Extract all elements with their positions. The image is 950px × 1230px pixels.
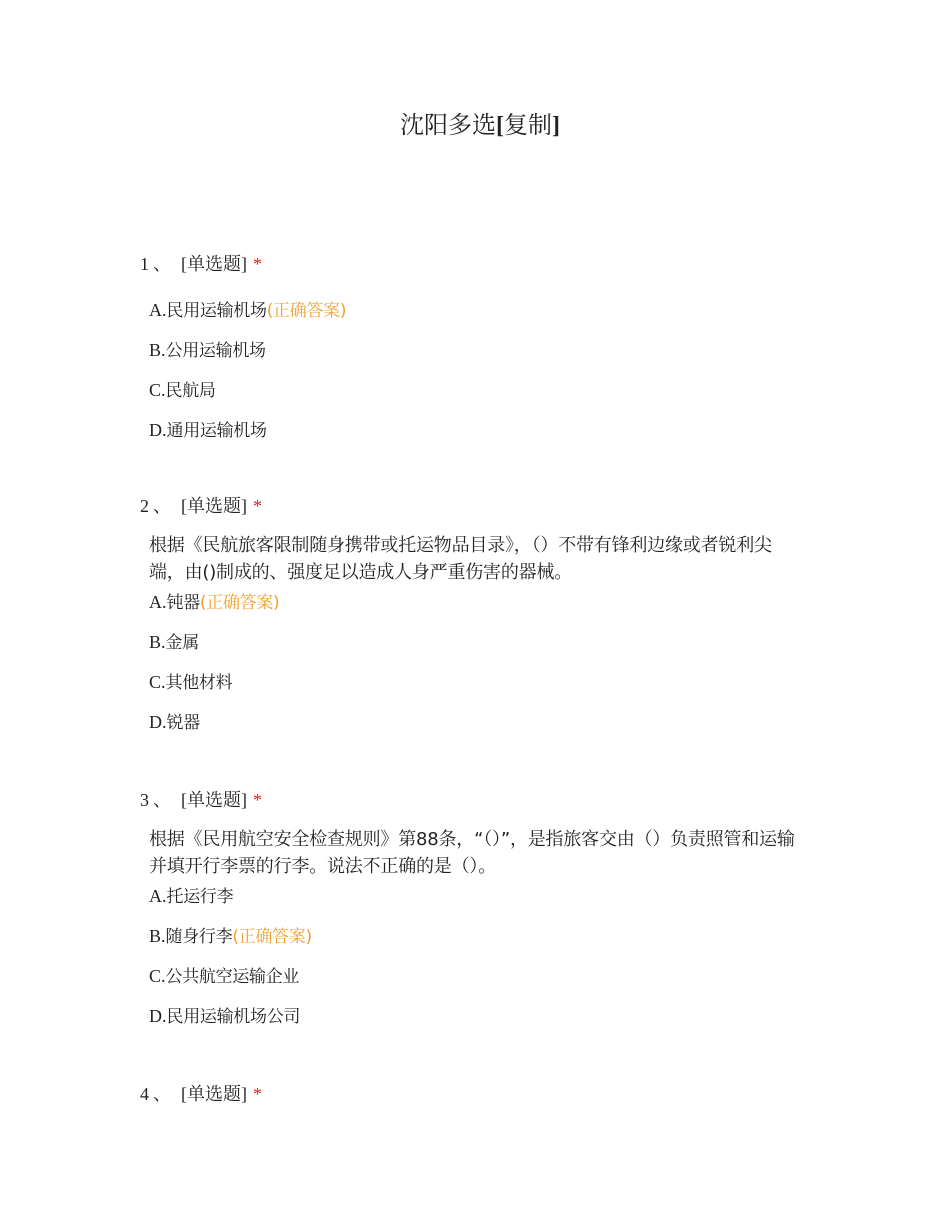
- option-a[interactable]: [149, 884, 810, 908]
- option-letter: B.: [149, 926, 166, 946]
- page-title-bracket-open: [: [496, 113, 504, 139]
- option-text: 公用运输机场: [165, 341, 266, 361]
- option-text: 通用运输机场: [166, 421, 267, 441]
- required-marker: *: [253, 790, 262, 810]
- option-text: 民用运输机场公司: [166, 1007, 301, 1027]
- option-letter: C.: [149, 672, 166, 692]
- option-list: [149, 884, 810, 1028]
- question-separator: 、: [153, 254, 171, 274]
- option-text: 其他材料: [165, 673, 233, 693]
- option-c[interactable]: [149, 670, 810, 694]
- option-letter: A.: [149, 886, 167, 906]
- question-separator: 、: [153, 1084, 171, 1104]
- required-marker: *: [253, 1084, 262, 1104]
- question-4: [140, 1082, 810, 1106]
- option-a[interactable]: [149, 298, 810, 322]
- question-header: [140, 1082, 810, 1106]
- option-d[interactable]: [149, 418, 810, 442]
- option-text: 公共航空运输企业: [165, 967, 300, 987]
- option-text: 金属: [165, 633, 199, 653]
- option-c[interactable]: [149, 378, 810, 402]
- option-b[interactable]: [149, 924, 810, 948]
- question-separator: 、: [153, 790, 171, 810]
- question-text: 根据《民用航空安全检查规则》第88条，“（）”，是指旅客交由（）负责照管和运输并填开行李票的行李。说法不正确的是（）。: [149, 829, 795, 877]
- required-marker: *: [253, 496, 262, 516]
- question-text: 根据《民航旅客限制随身携带或托运物品目录》，（）不带有锋利边缘或者锐利尖端，由()制成的、强度足以造成人身严重伤害的器械。: [149, 535, 772, 583]
- option-text: 民航局: [165, 381, 216, 401]
- question-number: 4: [140, 1084, 149, 1104]
- question-3: [140, 788, 810, 1028]
- option-letter: B.: [149, 340, 166, 360]
- question-number: 3: [140, 790, 149, 810]
- question-number: 2: [140, 496, 149, 516]
- question-type: [单选题]: [181, 496, 247, 516]
- question-2: [140, 494, 810, 734]
- option-letter: C.: [149, 966, 166, 986]
- question-type: [单选题]: [181, 1084, 247, 1104]
- correct-answer-label: (正确答案): [232, 927, 312, 947]
- option-list: [149, 298, 810, 442]
- option-b[interactable]: [149, 630, 810, 654]
- option-d[interactable]: [149, 1004, 810, 1028]
- question-type: [单选题]: [181, 254, 247, 274]
- page-title: [0, 110, 950, 142]
- option-text: 钝器: [166, 593, 200, 613]
- option-c[interactable]: [149, 964, 810, 988]
- option-letter: A.: [149, 300, 167, 320]
- option-text: 随身行李: [165, 927, 233, 947]
- option-letter: D.: [149, 420, 167, 440]
- option-letter: A.: [149, 592, 167, 612]
- option-letter: D.: [149, 1006, 167, 1026]
- question-number: 1: [140, 254, 149, 274]
- correct-answer-label: (正确答案): [266, 301, 347, 321]
- option-letter: B.: [149, 632, 166, 652]
- page-title-bracket-close: ]: [552, 113, 560, 139]
- option-d[interactable]: [149, 710, 810, 734]
- option-text: 托运行李: [166, 887, 234, 907]
- option-text: 锐器: [166, 713, 200, 733]
- question-type: [单选题]: [181, 790, 247, 810]
- option-a[interactable]: [149, 590, 810, 614]
- option-letter: C.: [149, 380, 166, 400]
- option-list: [149, 590, 810, 734]
- question-header: [140, 494, 810, 518]
- required-marker: *: [253, 254, 262, 274]
- correct-answer-label: (正确答案): [199, 593, 280, 613]
- page-title-main: 沈阳多选: [400, 113, 496, 139]
- question-header: [140, 252, 810, 276]
- option-text: 民用运输机场: [166, 301, 267, 321]
- option-b[interactable]: [149, 338, 810, 362]
- question-1: [140, 252, 810, 442]
- page-title-bracket-word: 复制: [504, 113, 552, 139]
- question-header: [140, 788, 810, 812]
- option-letter: D.: [149, 712, 167, 732]
- question-separator: 、: [153, 496, 171, 516]
